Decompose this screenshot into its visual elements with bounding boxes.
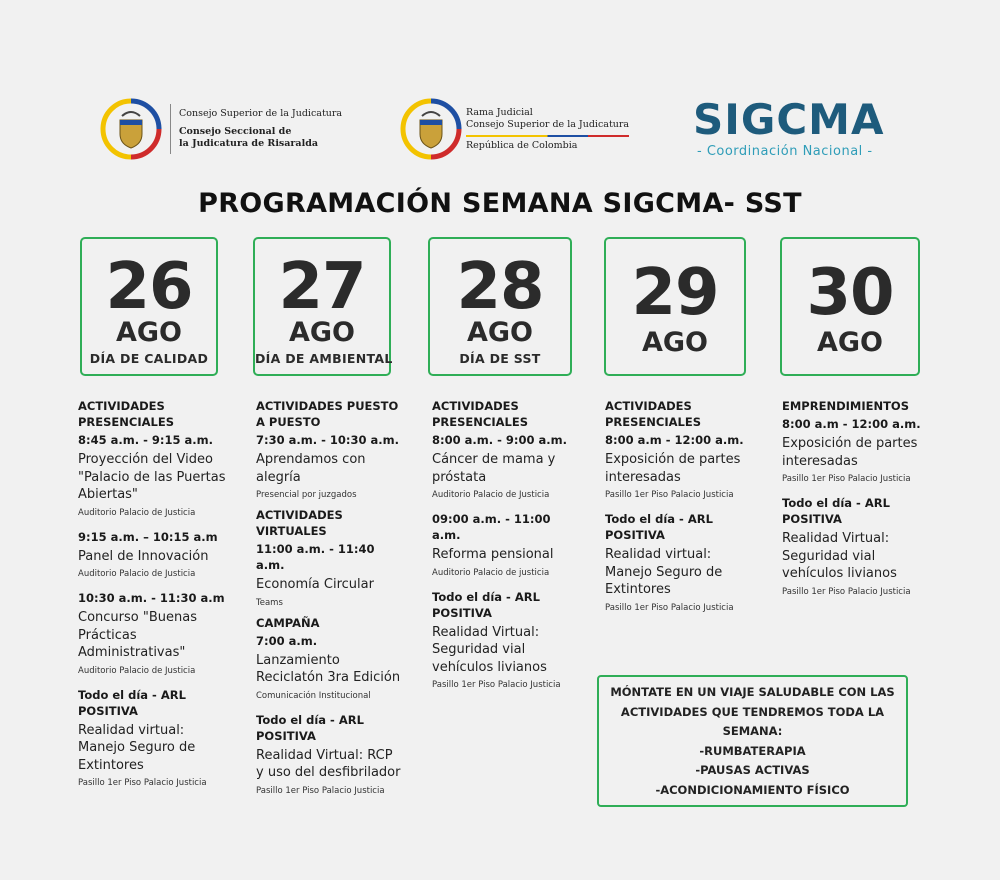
day-number: 26 bbox=[105, 250, 193, 324]
activity-location: Auditorio Palacio de Justicia bbox=[78, 569, 196, 579]
activity-desc: Economía Circular bbox=[256, 577, 374, 592]
day-number: 29 bbox=[631, 256, 719, 330]
sigcma-logo: SIGCMA bbox=[693, 95, 885, 144]
activity-time: 8:45 a.m. - 9:15 a.m. bbox=[78, 433, 213, 447]
banner-line: ACTIVIDADES QUE TENDREMOS TODA LA bbox=[620, 704, 885, 719]
activity-time: 9:15 a.m. – 10:15 a.m bbox=[78, 529, 218, 544]
activity-location: Auditorio Palacio de Justicia bbox=[432, 490, 550, 500]
coat-of-arms-icon bbox=[100, 98, 162, 160]
logo-line: Consejo Seccional de bbox=[179, 126, 292, 137]
day-card-26 bbox=[80, 237, 218, 376]
section-heading: ACTIVIDADES PUESTO A PUESTO bbox=[256, 399, 399, 429]
day-card-28 bbox=[428, 237, 572, 376]
activity-desc: Realidad virtual: Manejo Seguro de Extintores bbox=[605, 547, 723, 597]
activity-time: 8:00 a.m - 12:00 a.m. bbox=[605, 433, 744, 447]
activity-location: Pasillo 1er Piso Palacio Justicia bbox=[78, 778, 207, 788]
schedule-column-26 bbox=[78, 398, 228, 789]
sigcma-subtitle: - Coordinación Nacional - bbox=[697, 144, 873, 159]
activity-time: Todo el día - ARL POSITIVA bbox=[782, 496, 890, 526]
day-card-30 bbox=[780, 237, 920, 376]
activity-location: Teams bbox=[256, 597, 283, 608]
day-month: AGO bbox=[288, 317, 355, 348]
activity-time: Todo el día - ARL POSITIVA bbox=[432, 589, 540, 620]
activity-desc: Proyección del Video "Palacio de las Puertas Abiertas" bbox=[78, 452, 226, 502]
banner-line: SEMANA: bbox=[722, 724, 783, 738]
day-card-27 bbox=[253, 237, 391, 376]
day-tag: DÍA DE AMBIENTAL bbox=[255, 351, 393, 366]
schedule-column-29 bbox=[605, 398, 755, 614]
activity-desc: Realidad Virtual: Seguridad vial vehículos livianos bbox=[432, 624, 547, 675]
schedule-column-28 bbox=[432, 398, 577, 691]
logo-line: Consejo Superior de la Judicatura bbox=[179, 108, 343, 119]
activity-desc: Exposición de partes interesadas bbox=[605, 452, 741, 485]
day-number: 28 bbox=[456, 250, 544, 324]
section-heading: ACTIVIDADES PRESENCIALES bbox=[432, 399, 528, 429]
activity-desc: Lanzamiento Reciclatón 3ra Edición bbox=[256, 652, 401, 685]
header bbox=[0, 95, 1000, 165]
day-month: AGO bbox=[115, 317, 182, 348]
activity-desc: Aprendamos con alegría bbox=[256, 452, 366, 485]
activity-location: Auditorio Palacio de Justicia bbox=[78, 665, 196, 676]
page-title: PROGRAMACIÓN SEMANA SIGCMA- SST bbox=[198, 188, 802, 219]
logo-line: Rama Judicial bbox=[466, 106, 533, 118]
activity-time: Todo el día - ARL POSITIVA bbox=[78, 687, 186, 718]
activity-time: 7:00 a.m. bbox=[256, 633, 318, 648]
day-month: AGO bbox=[466, 317, 533, 348]
logo-text bbox=[179, 108, 342, 150]
activity-location: Pasillo 1er Piso Palacio Justicia bbox=[432, 680, 561, 690]
day-tag: DÍA DE SST bbox=[459, 351, 541, 366]
day-tag: DÍA DE CALIDAD bbox=[89, 351, 209, 366]
activity-desc: Realidad Virtual: RCP y uso del desfibrilador bbox=[256, 747, 401, 780]
activity-time: Todo el día - ARL POSITIVA bbox=[256, 712, 364, 743]
logo-line: la Judicatura de Risaralda bbox=[179, 138, 318, 149]
activity-location: Pasillo 1er Piso Palacio Justicia bbox=[782, 474, 911, 484]
day-month: AGO bbox=[641, 327, 708, 358]
section-heading: EMPRENDIMIENTOS bbox=[782, 399, 909, 413]
flag-line bbox=[466, 135, 629, 137]
banner-item: -RUMBATERAPIA bbox=[699, 743, 806, 758]
activity-desc: Realidad Virtual: Seguridad vial vehículos livianos bbox=[782, 531, 897, 581]
activity-time: 7:30 a.m. - 10:30 a.m. bbox=[256, 433, 399, 447]
day-number: 27 bbox=[278, 250, 366, 324]
logo-line: Consejo Superior de la Judicatura bbox=[466, 118, 630, 130]
activity-location: Pasillo 1er Piso Palacio Justicia bbox=[605, 602, 734, 613]
section-heading: CAMPAÑA bbox=[256, 615, 320, 630]
day-card-29 bbox=[604, 237, 746, 376]
activity-desc: Exposición de partes interesadas bbox=[782, 436, 918, 469]
day-number: 30 bbox=[806, 256, 894, 330]
activity-time: 8:00 a.m - 12:00 a.m. bbox=[782, 417, 921, 431]
activity-time: 09:00 a.m. - 11:00 a.m. bbox=[432, 512, 551, 542]
healthy-trip-banner bbox=[597, 675, 908, 807]
activity-desc: Reforma pensional bbox=[432, 547, 554, 562]
activity-desc: Realidad virtual: Manejo Seguro de Extintores bbox=[78, 722, 196, 773]
activity-location: Presencial por juzgados bbox=[256, 490, 357, 500]
banner-item: -PAUSAS ACTIVAS bbox=[695, 763, 810, 777]
activity-time: 11:00 a.m. - 11:40 a.m. bbox=[256, 542, 375, 572]
logo-text bbox=[466, 107, 629, 152]
activity-time: 8:00 a.m. - 9:00 a.m. bbox=[432, 433, 567, 447]
banner-line: MÓNTATE EN UN VIAJE SALUDABLE CON LAS bbox=[610, 685, 895, 699]
activity-location: Comunicación Institucional bbox=[256, 690, 371, 701]
activity-location: Pasillo 1er Piso Palacio Justicia bbox=[256, 785, 385, 796]
activity-desc: Cáncer de mama y próstata bbox=[432, 452, 556, 485]
logo-consejo-seccional bbox=[100, 98, 342, 160]
activity-time: Todo el día - ARL POSITIVA bbox=[605, 512, 713, 542]
logo-rama-judicial bbox=[400, 98, 629, 160]
schedule-column-27 bbox=[256, 398, 404, 797]
activity-time: 10:30 a.m. - 11:30 a.m bbox=[78, 591, 225, 605]
activity-location: Pasillo 1er Piso Palacio Justicia bbox=[605, 490, 734, 500]
schedule-column-30 bbox=[782, 398, 927, 598]
coat-of-arms-icon bbox=[400, 98, 462, 160]
day-month: AGO bbox=[816, 327, 883, 358]
divider bbox=[170, 104, 171, 154]
section-heading: ACTIVIDADES PRESENCIALES bbox=[605, 399, 701, 429]
logo-line: República de Colombia bbox=[466, 139, 578, 151]
activity-location: Pasillo 1er Piso Palacio Justicia bbox=[782, 586, 911, 597]
banner-item: -ACONDICIONAMIENTO FÍSICO bbox=[655, 782, 850, 797]
activity-desc: Concurso "Buenas Prácticas Administrativas" bbox=[78, 610, 197, 660]
section-heading: ACTIVIDADES PRESENCIALES bbox=[78, 399, 174, 429]
section-heading: ACTIVIDADES VIRTUALES bbox=[256, 508, 343, 538]
activity-location: Auditorio Palacio de Justicia bbox=[78, 507, 196, 518]
activity-desc: Panel de Innovación bbox=[78, 548, 209, 564]
activity-location: Auditorio Palacio de justicia bbox=[432, 567, 550, 578]
